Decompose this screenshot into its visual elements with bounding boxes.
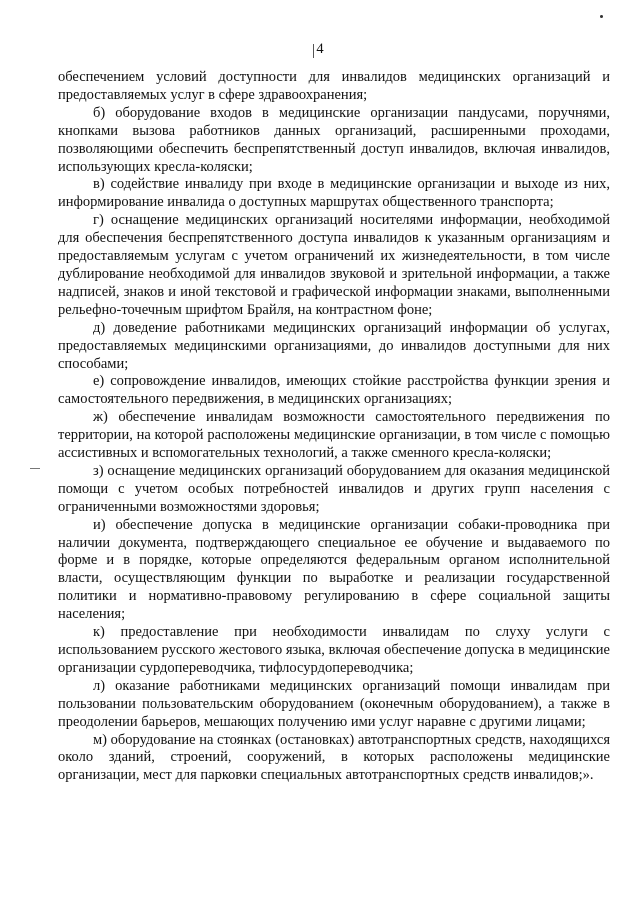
document-body [58,69,610,785]
paragraph-l: л) оказание работниками медицинских организаций помощи инвалидам при пользовании пользовательским оборудованием (оконечным оборудованием), а также в преодолении барьеров, мешающих получению ими услуг наравне с другими лицами; [58,677,610,730]
paragraph-zh: ж) обеспечение инвалидам возможности самостоятельного передвижения по территории, на которой расположены медицинские организации, в том числе с помощью ассистивных и вспомогательных технологий, а также сменного кресла-коляски; [58,409,610,462]
scan-artifact-dot [600,15,603,18]
paragraph-i: и) обеспечение допуска в медицинские организации собаки-проводника при наличии документа, подтверждающего специальное ее обучение и выдаваемого по форме и в порядке, которые определяются федеральным органом исполнительной власти, осуществляющим функции по выработке и реализации государственной политики и нормативно-правовому регулированию в сфере социальной защиты населения; [58,516,610,623]
paragraph-k: к) предоставление при необходимости инвалидам по слуху услуги с использованием русского жестового языка, включая обеспечение допуска в медицинские организации сурдопереводчика, тифлосурдопереводчика; [58,624,610,676]
paragraph-e: е) сопровождение инвалидов, имеющих стойкие расстройства функции зрения и самостоятельного передвижения, в медицинских организациях; [58,373,610,408]
paragraph-g: г) оснащение медицинских организаций носителями информации, необходимой для обеспечения беспрепятственного доступа инвалидов к указанным организациям и предоставляемым услугам с учетом ограничений их жизнедеятельности, в том числе дублирование необходимой для инвалидов звуковой и зрительной информации, а также надписей, знаков и иной текстовой и графической информации знаками, выполненными рельефно-точечным шрифтом Брайля, на контрастном фоне; [58,212,610,318]
page-number: 4 [316,41,324,57]
margin-mark [30,468,40,469]
paragraph-continuation: обеспечением условий доступности для инвалидов медицинских организаций и предоставляемых услуг в сфере здравоохранения; [58,69,610,103]
paragraph-m: м) оборудование на стоянках (остановках) автотранспортных средств, находящихся около зданий, строений, сооружений, в которых расположены медицинские организации, мест для парковки специальных автотранспортных средств инвалидов;». [58,731,610,784]
paragraph-d: д) доведение работниками медицинских организаций информации об услугах, предоставляемых медицинскими организациями, до инвалидов доступными для них способами; [58,319,610,372]
paragraph-z: з) оснащение медицинских организаций оборудованием для оказания медицинской помощи с учетом особых потребностей инвалидов и других групп населения с ограниченными возможностями здоровья; [58,462,610,515]
paragraph-b: б) оборудование входов в медицинские организации пандусами, поручнями, кнопками вызова работников данных организаций, расширенными проходами, позволяющими обеспечить беспрепятственный доступ инвалидов, включая инвалидов, использующих кресла-коляски; [58,104,610,175]
paragraph-v: в) содействие инвалиду при входе в медицинские организации и выходе из них, информирование инвалида о доступных маршрутах общественного транспорта; [58,176,610,211]
